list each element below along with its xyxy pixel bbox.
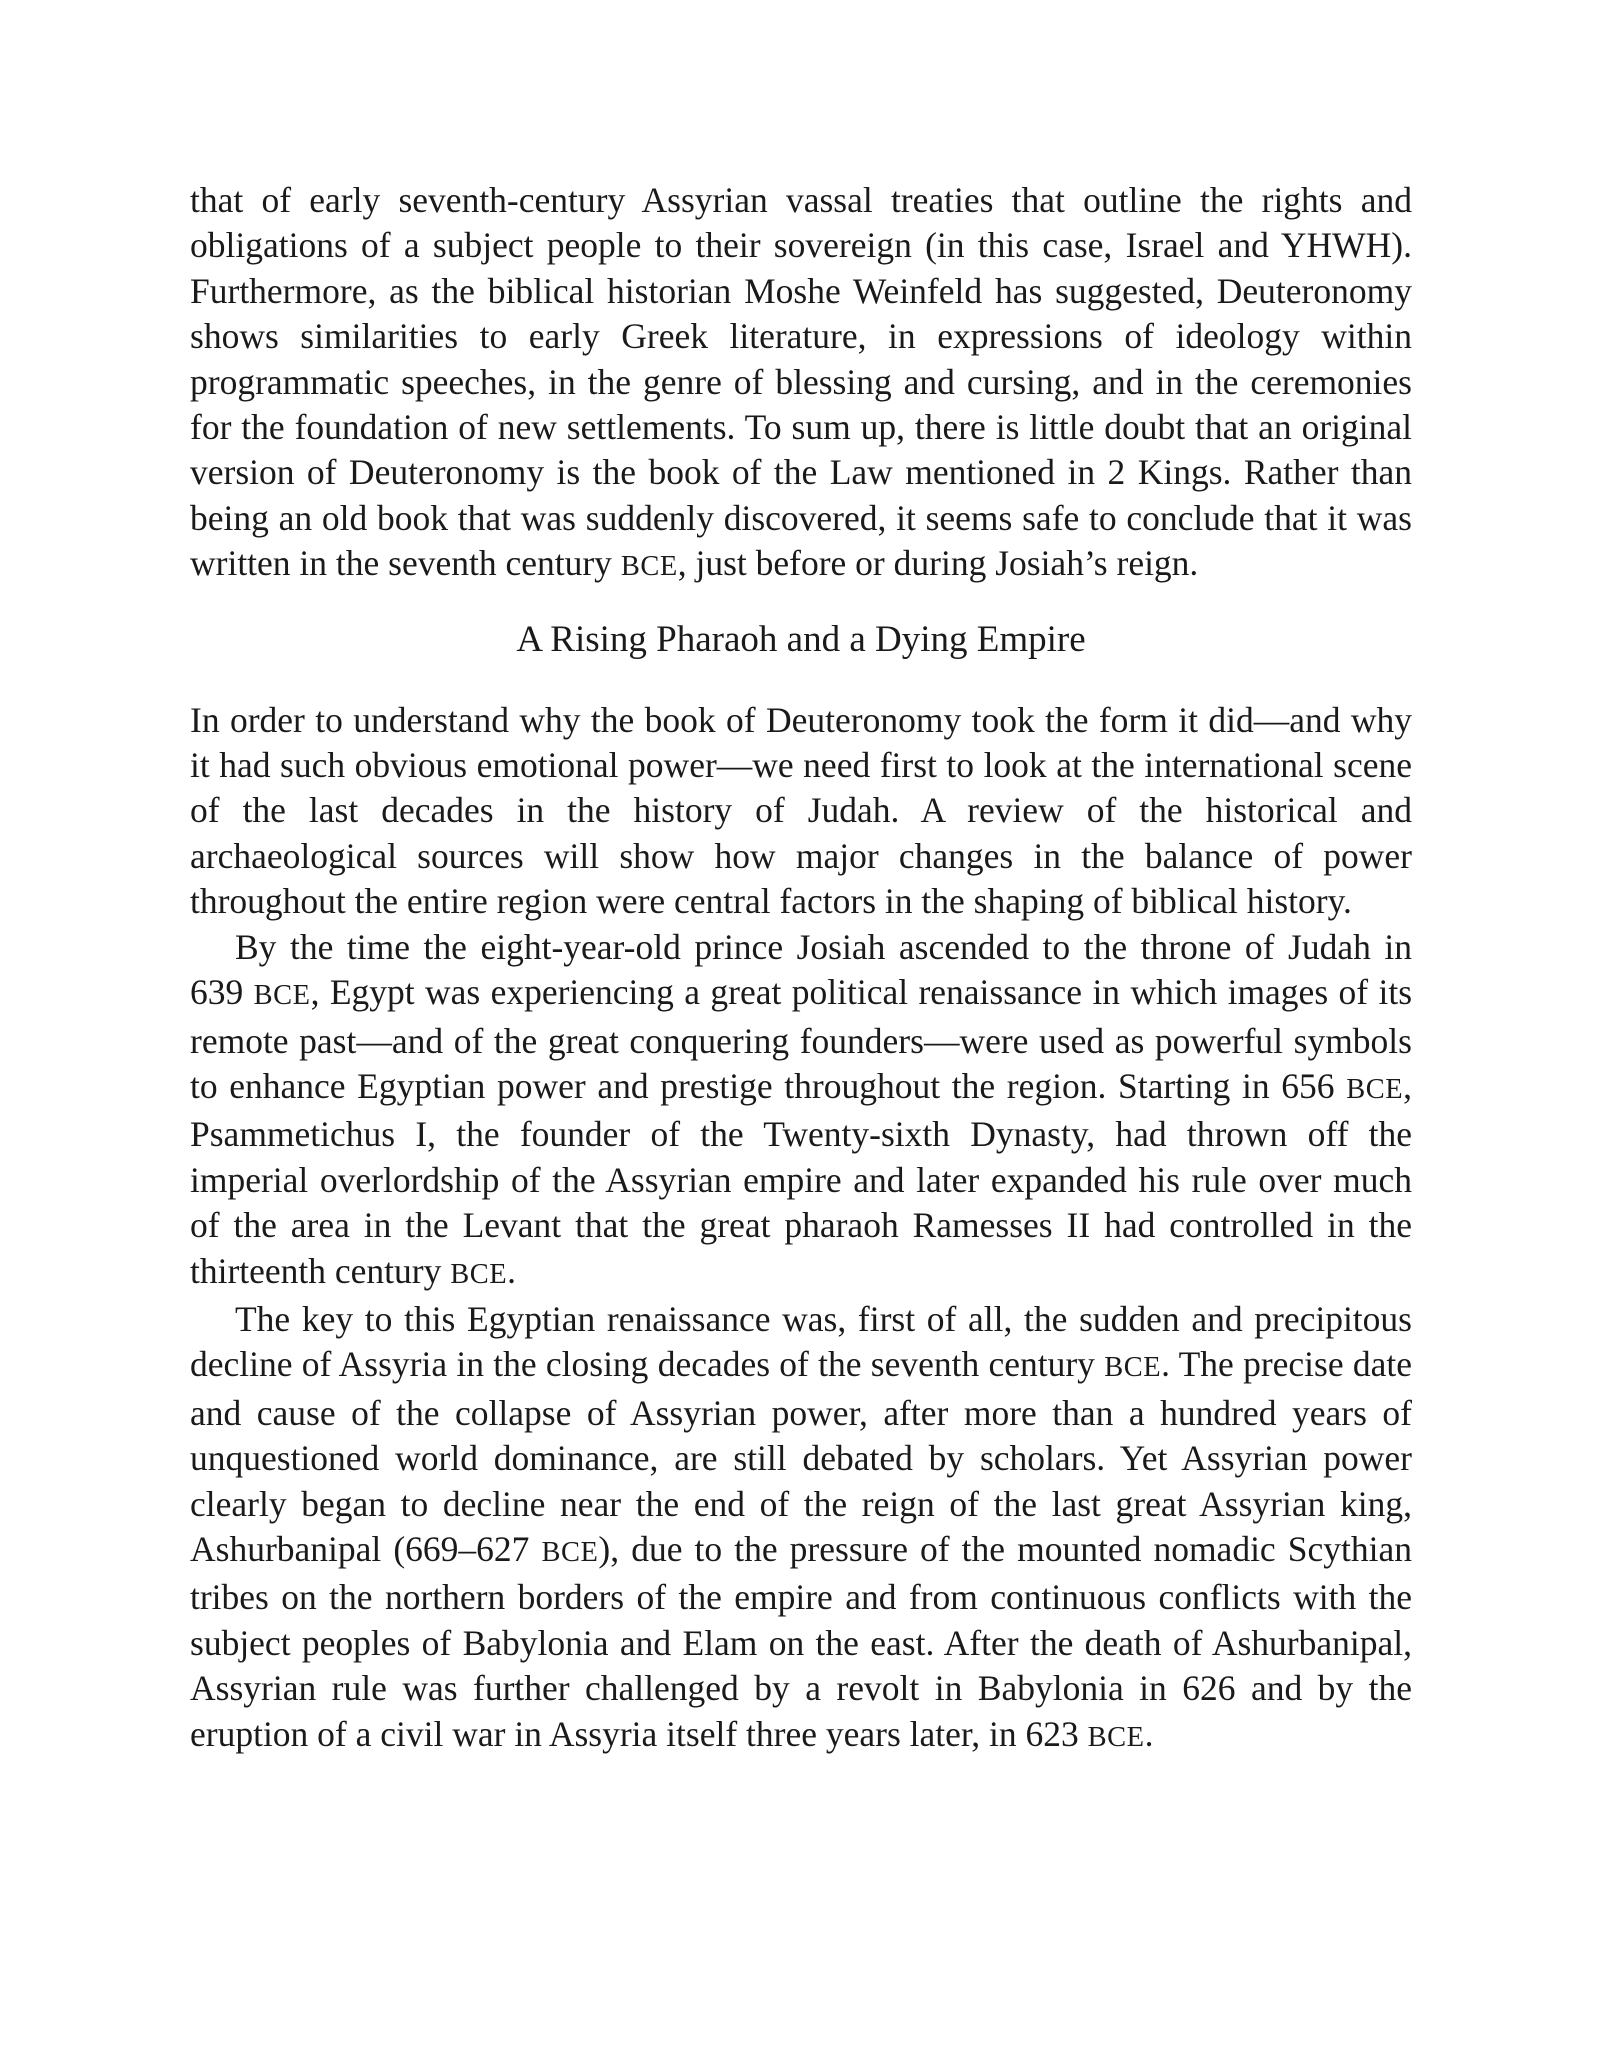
paragraph-text: , just before or during Josiah’s reign. (677, 543, 1199, 584)
era-abbreviation: BCE (1087, 1721, 1145, 1753)
paragraph-text: that of early seventh-century Assyrian vassal treaties that outline the rights and obligations of a subject people to their sovereign (in this case, Israel and YHWH). Furthermore, as the biblical historian Moshe Weinfeld has suggested, Deuteronomy shows similarities to early Greek literature, in expressions of ideology within programmatic speeches, in the genre of blessing and cursing, and in the ceremonies for the foundation of new settlements. To sum up, there is little doubt that an original version of Deuteronomy is the book of the Law mentioned in 2 Kings. Rather than being an old book that was suddenly discovered, it seems safe to conclude that it was written in the seventh century (190, 180, 1412, 584)
era-abbreviation: BCE (1104, 1352, 1162, 1384)
paragraph-text: ), due to the pressure of the mounted nomadic Scythian tribes on the northern borders of the empire and from continuous conflicts with the subject peoples of Babylonia and Elam on the east. After the death of Ashurbanipal, Assyrian rule was further challenged by a revolt in Babylonia in 626 and by the eruption of a civil war in Assyria itself three years later, in 623 (190, 1528, 1412, 1754)
section-heading: A Rising Pharaoh and a Dying Empire (516, 618, 1086, 660)
era-abbreviation: BCE (541, 1536, 599, 1568)
paragraph-text: The key to this Egyptian renaissance was, first of all, the sudden and precipitous decline of Assyria in the closing decades of the seventh century (190, 1298, 1412, 1385)
paragraph-josiah (190, 925, 1412, 1297)
paragraph-text: , Egypt was experiencing a great political renaissance in which images of its remote past—and of the great conquering founders—were used as powerful symbols to enhance Egyptian power and prestige throughout the region. Starting in 656 (190, 972, 1413, 1106)
era-abbreviation: BCE (620, 551, 678, 583)
paragraph-intro: In order to understand why the book of Deuteronomy took the form it did—and why it had such obvious emotional power—we need first to look at the international scene of the last decades in the history of Judah. A review of the historical and archaeological sources will show how major changes in the balance of power throughout the entire region were central factors in the shaping of biblical history. (190, 699, 1412, 922)
paragraph-text: By the time the eight-year-old prince Josiah ascended to the throne of Judah in 639 (190, 926, 1412, 1013)
book-page (190, 178, 1412, 1760)
paragraph-text: . (507, 1250, 517, 1291)
paragraph-text: . The precise date and cause of the collapse of Assyrian power, after more than a hundred years of unquestioned world dominance, are still debated by scholars. Yet Assyrian power clearly began to decline near the end of the reign of the last great Assyrian king, Ashurbanipal (669–627 (190, 1344, 1412, 1569)
era-abbreviation: BCE (1346, 1073, 1404, 1105)
paragraph-assyria-decline (190, 1297, 1412, 1760)
era-abbreviation: BCE (450, 1258, 508, 1290)
era-abbreviation: BCE (253, 980, 311, 1012)
paragraph-continued (190, 178, 1412, 590)
paragraph-text: , Psammetichus I, the founder of the Twenty-sixth Dynasty, had thrown off the imperial overlordship of the Assyrian empire and later expanded his rule over much of the area in the Levant that the great pharaoh Ramesses II had controlled in the thirteenth century (190, 1065, 1412, 1291)
paragraph-text: . (1144, 1713, 1154, 1754)
